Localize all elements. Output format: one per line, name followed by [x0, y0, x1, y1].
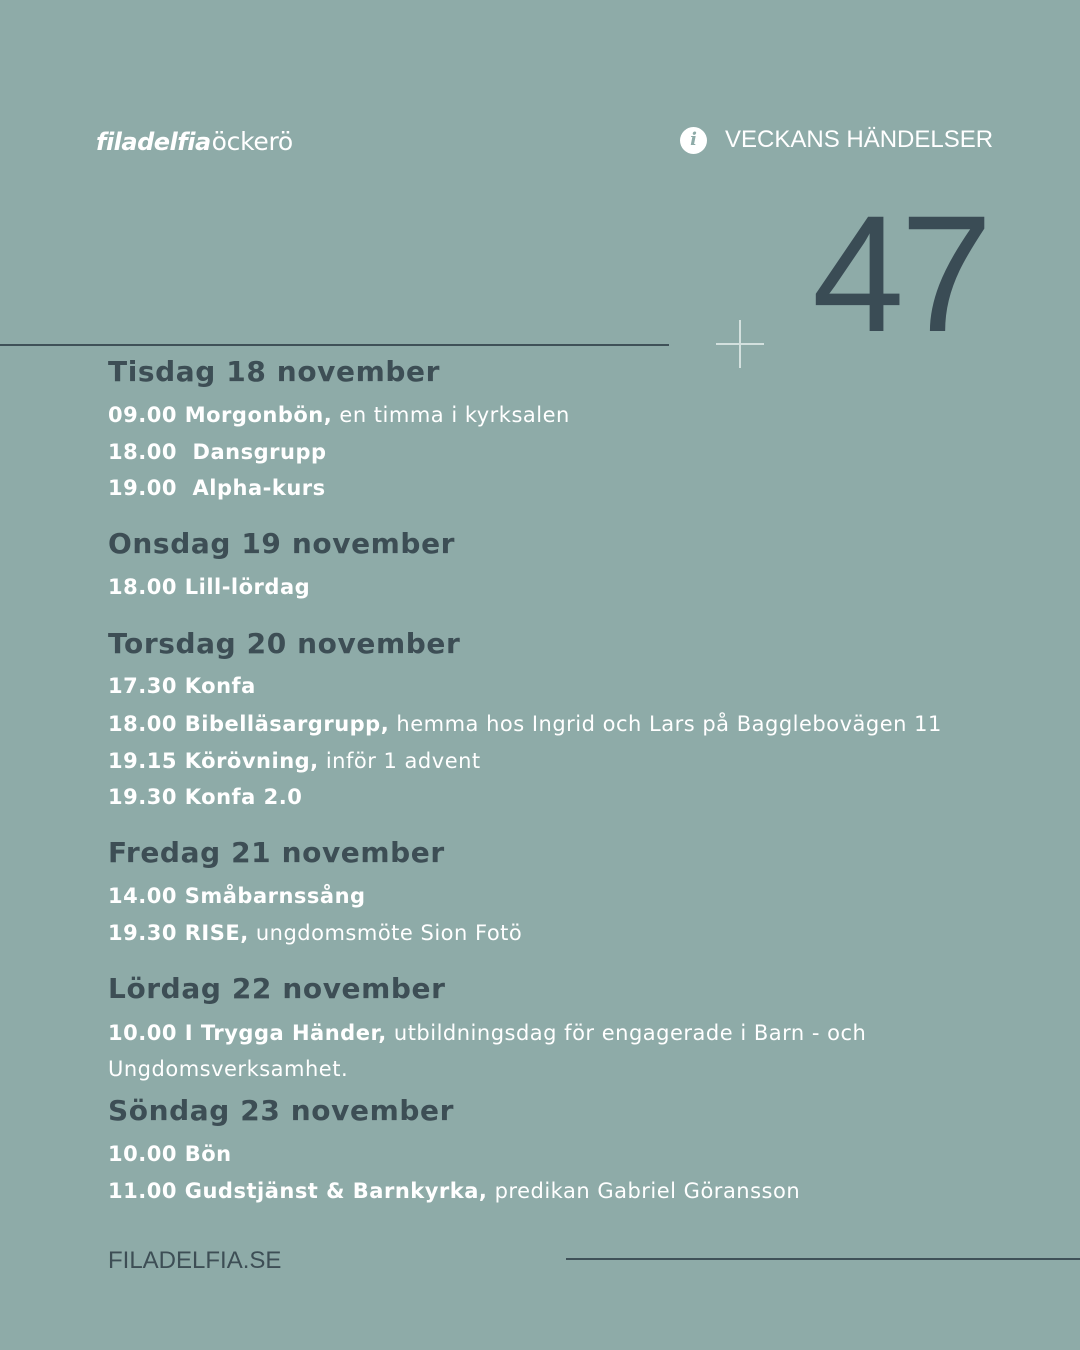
- event-item: [108, 478, 326, 499]
- day-heading-lordag: Lördag 22 november: [108, 972, 446, 1005]
- event-title: 19.30 RISE,: [108, 921, 249, 945]
- day-heading-onsdag: Onsdag 19 november: [108, 527, 456, 560]
- logo-bold-text: filadelfia: [96, 128, 211, 156]
- event-item: [108, 1144, 232, 1165]
- event-title: 11.00 Gudstjänst & Barnkyrka,: [108, 1179, 488, 1203]
- event-item: [108, 1181, 800, 1202]
- day-heading-sondag: Söndag 23 november: [108, 1094, 455, 1127]
- event-title: 18.00 Lill-lördag: [108, 575, 311, 599]
- event-item: [108, 442, 327, 463]
- event-description: utbildningsdag för engagerade i Barn - och: [386, 1021, 867, 1045]
- event-title: 09.00 Morgonbön,: [108, 403, 333, 427]
- week-number: 47: [812, 182, 989, 367]
- event-description: predikan Gabriel Göransson: [487, 1179, 801, 1203]
- event-item: [108, 676, 256, 697]
- event-item: [108, 577, 310, 598]
- event-item: [108, 751, 481, 772]
- event-description: en timma i kyrksalen: [332, 403, 570, 427]
- info-icon: i: [680, 127, 707, 154]
- event-description: hemma hos Ingrid och Lars på Bagglebovägen 11: [389, 712, 942, 736]
- event-item: [108, 787, 302, 808]
- event-title: 10.00 I Trygga Händer,: [108, 1021, 387, 1045]
- event-item: [108, 714, 942, 735]
- brand-logo: [96, 127, 293, 163]
- event-title: 19.30 Konfa 2.0: [108, 785, 303, 809]
- event-description-continuation: Ungdomsverksamhet.: [108, 1057, 349, 1081]
- event-title: 19.15 Körövning,: [108, 749, 319, 773]
- weekly-events-label: VECKANS HÄNDELSER: [725, 126, 994, 153]
- day-heading-torsdag: Torsdag 20 november: [108, 627, 461, 660]
- event-title: 19.00 Alpha-kurs: [108, 476, 326, 500]
- logo-light-text: öckerö: [211, 127, 293, 156]
- event-description: inför 1 advent: [318, 749, 481, 773]
- plus-decoration-vertical: [739, 320, 741, 368]
- top-divider: [0, 344, 669, 346]
- event-item: [108, 923, 522, 944]
- day-heading-tisdag: Tisdag 18 november: [108, 355, 441, 388]
- event-description: ungdomsmöte Sion Fotö: [248, 921, 523, 945]
- event-item: [108, 886, 366, 907]
- event-title: 14.00 Småbarnssång: [108, 884, 366, 908]
- event-title: 17.30 Konfa: [108, 674, 256, 698]
- event-item: [108, 405, 570, 426]
- weekly-events-header: [680, 126, 993, 154]
- event-item: [108, 1023, 866, 1044]
- day-heading-fredag: Fredag 21 november: [108, 836, 445, 869]
- website-url[interactable]: FILADELFIA.SE: [108, 1247, 282, 1274]
- event-title: 10.00 Bön: [108, 1142, 232, 1166]
- bottom-divider: [566, 1258, 1080, 1260]
- event-title: 18.00 Dansgrupp: [108, 440, 327, 464]
- event-title: 18.00 Bibelläsargrupp,: [108, 712, 390, 736]
